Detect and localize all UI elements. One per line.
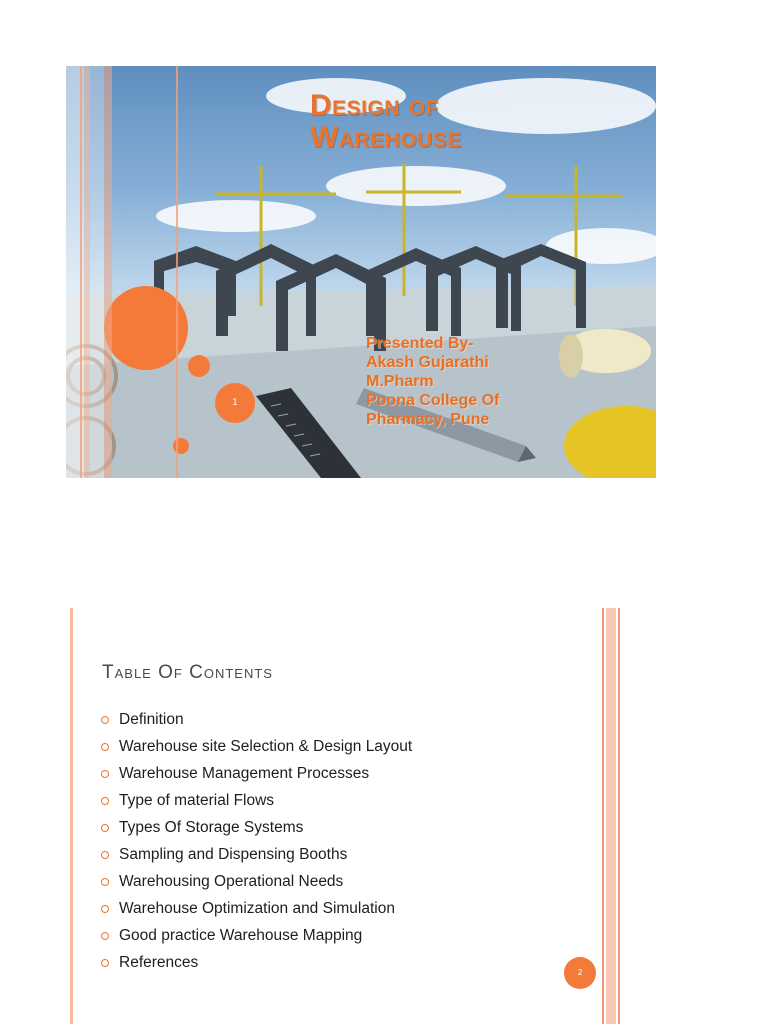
presenter-line: Akash Gujarathi [366,354,489,371]
hollow-circle-bullet-icon [101,770,109,778]
slide-table-of-contents [70,608,625,1024]
hollow-circle-bullet-icon [101,743,109,751]
hollow-circle-bullet-icon [101,878,109,886]
toc-item [100,922,412,949]
hollow-circle-bullet-icon [101,824,109,832]
toc-item-label: Warehousing Operational Needs [119,873,344,890]
left-decorative-stripes [66,66,186,478]
right-accent-bar [602,608,604,1024]
toc-item-label: Types Of Storage Systems [119,819,304,836]
toc-item [100,868,412,895]
toc-item-label: Warehouse Management Processes [119,765,370,782]
left-accent-bar [70,608,73,1024]
toc-item [100,895,412,922]
toc-item-label: Good practice Warehouse Mapping [119,927,363,944]
presenter-info [366,334,566,429]
title-line-2: Warehouse [310,121,462,154]
hollow-circle-bullet-icon [101,797,109,805]
toc-item [100,841,412,868]
toc-item [100,733,412,760]
hollow-circle-bullet-icon [101,932,109,940]
right-accent-bar [618,608,620,1024]
slide-title [66,66,656,478]
decorative-line [176,66,178,478]
hollow-circle-bullet-icon [101,851,109,859]
toc-item-label: Type of material Flows [119,792,275,809]
toc-item [100,814,412,841]
toc-heading: Table Of Contents [102,662,273,683]
hollow-circle-bullet-icon [101,716,109,724]
right-accent-bar [606,608,616,1024]
toc-item-label: Warehouse site Selection & Design Layout [119,738,413,755]
hollow-circle-bullet-icon [101,905,109,913]
toc-item [100,787,412,814]
slide-title-text [310,90,570,154]
toc-item [100,760,412,787]
presenter-line: M.Pharm [366,373,434,390]
toc-item-label: References [119,954,199,971]
hollow-circle-bullet-icon [101,959,109,967]
toc-item [100,706,412,733]
toc-item-label: Sampling and Dispensing Booths [119,846,348,863]
toc-list [100,706,412,976]
presenter-line: Pharmacy, Pune [366,411,490,428]
toc-item-label: Definition [119,711,184,728]
page-number-badge: 2 [564,957,596,989]
decorative-line [80,66,82,478]
title-line-1: Design of [310,89,440,122]
toc-item-label: Warehouse Optimization and Simulation [119,900,395,917]
presenter-line: Poona College Of [366,392,500,409]
toc-item [100,949,412,976]
presenter-line: Presented By- [366,335,474,352]
page-number-badge: 1 [215,383,255,423]
